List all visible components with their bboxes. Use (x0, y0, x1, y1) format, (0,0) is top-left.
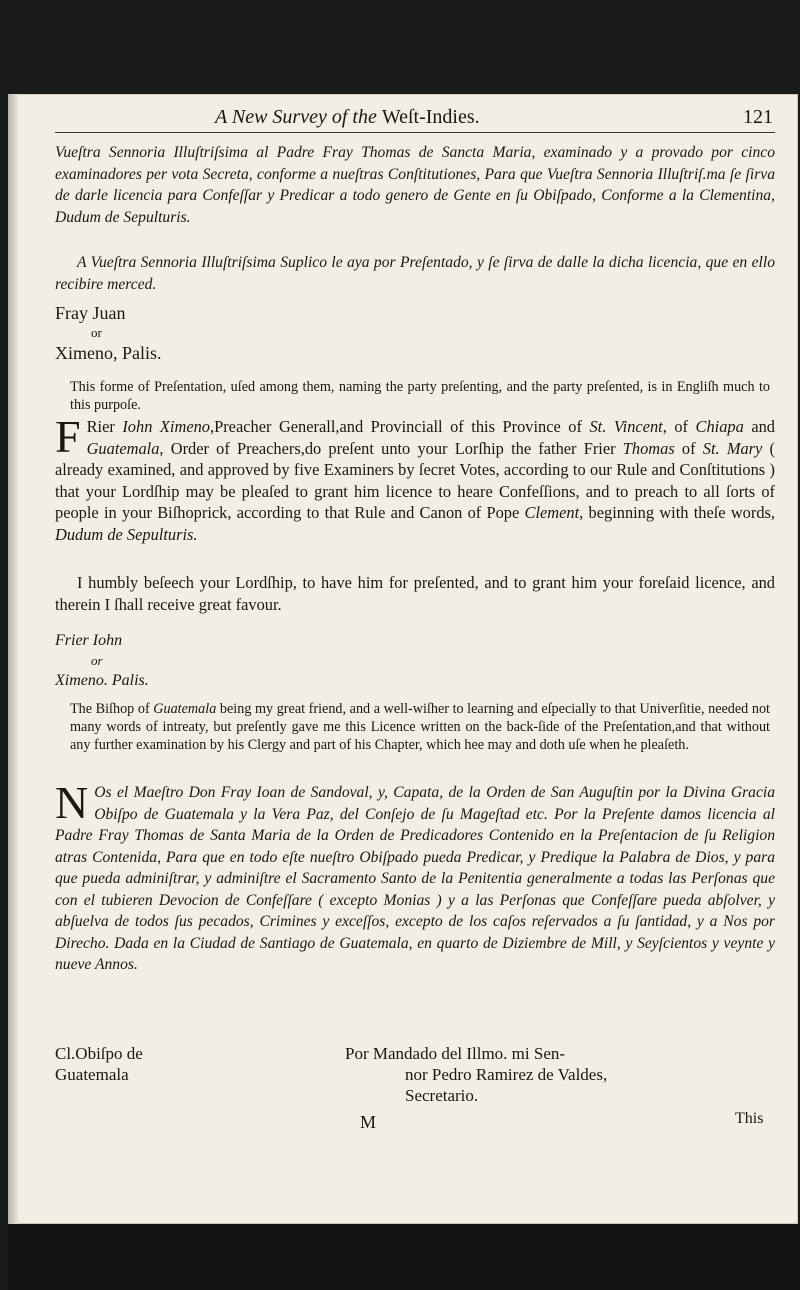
eng-text: Preacher Generall,and Provinciall of this Province of (214, 417, 590, 436)
translation-note: This forme of Preſentation, uſed among them, naming the party preſenting, and the party preſented, is in Engliſh much to this purpoſe. (70, 379, 770, 413)
running-title-roman: Weſt-Indies. (381, 106, 480, 128)
eng-text: ( already examined, and approved by five Examiners by ſecret Votes, according to our Rule and Conſtitutions ) that your Lordſhip may be pleaſed to grant him licence to heare Confeſſions, and to preach to all ſorts of people in your Biſhoprick, according to that Rule and Canon of Pope (55, 438, 775, 522)
eng-text: , of (662, 417, 696, 436)
page-gutter (8, 94, 18, 1224)
note-text: The Biſhop of (70, 701, 154, 717)
scan-background (8, 1224, 800, 1290)
secretary-line-1: Por Mandado del Illmo. mi Sen- (345, 1044, 566, 1063)
bishop-signature-line-1: Cl.Obiſpo de (55, 1044, 143, 1063)
running-header (55, 106, 775, 133)
eng-name: Thomas (622, 438, 675, 458)
secretary-line-2: nor Pedro Ramirez de Valdes, (405, 1065, 608, 1084)
eng-name: Clement (524, 503, 580, 522)
signature-or-1: or (91, 325, 102, 340)
signature-mark: M (360, 1112, 377, 1132)
spanish-supplication-paragraph: A Vueſtra Sennoria Illuſtriſsima Suplico le aya por Preſentado, y ſe ſirva de dalle la dicha licencia, que en ello recibire merced. (55, 254, 775, 293)
running-title (215, 106, 480, 129)
spanish-license-paragraph (55, 777, 775, 976)
eng-name: St. Mary (702, 438, 763, 458)
signature-name-2: Ximeno. Palis. (55, 672, 149, 689)
eng-text: Order of Preachers,do preſent unto your Lorſhip the father Frier (163, 438, 623, 458)
eng-citation: Dudum de Sepulturis. (55, 524, 198, 544)
drop-cap-f: F (55, 411, 81, 462)
signature-block-2 (55, 630, 775, 692)
note-place: Guatemala (153, 701, 217, 717)
signature-name-1: Frier Iohn (55, 632, 123, 649)
drop-cap-n: N (55, 777, 89, 828)
eng-place: Chiapa (695, 417, 744, 436)
secretary-attestation (345, 1043, 607, 1106)
secretary-line-3: Secretario. (405, 1086, 479, 1105)
eng-text: , beginning with theſe words, (579, 503, 775, 522)
english-translation-paragraph (55, 411, 775, 545)
catchword: This (735, 1110, 764, 1127)
page-number: 121 (743, 106, 773, 128)
signature-name-1: Fray Juan (55, 303, 126, 323)
running-title-italic: A New Survey of the (215, 106, 382, 128)
eng-name: Iohn Ximeno, (122, 417, 215, 436)
spanish-presentation-paragraph: Vueſtra Sennoria Illuſtriſsima al Padre Fray Thomas de Sancta Maria, examinado y a provado por cinco examinadores per vota Secreta, conforme a nueſtras Conſtitutiones, Para que Vueſtra Sennoria Illuſtriſ.ma ſe ſirva de darle licencia para Confeſſar y Predicar a todo genero de Gente en ſu Obiſpado, Conforme a la Clementina, Dudum de Sepulturis. (55, 144, 775, 226)
eng-text: of (674, 438, 703, 458)
note-text: being my great friend, and a well-wiſher to learning and eſpecially to that Univerſitie, needed not many words of intreaty, but preſently gave me this Licence written on the back-ſide of the Preſentation,and that without any further examination by his Clergy and part of his Chapter, which hee may and doth uſe when he pleaſeth. (70, 701, 770, 753)
bishop-signature (55, 1043, 143, 1085)
english-request-paragraph: I humbly beſeech your Lordſhip, to have him for preſented, and to grant him your foreſaid licence, and therein I ſhall receive great favour. (55, 573, 775, 614)
bishop-signature-line-2: Guatemala (55, 1065, 129, 1084)
signature-or-2: or (91, 653, 103, 668)
signature-name-2: Ximeno, Palis. (55, 343, 162, 363)
eng-place: Guatemala, (86, 438, 164, 458)
license-text: Os el Maeſtro Don Fray Ioan de Sandoval, y, Capata, de la Orden de San Auguſtin por la Divina Gracia Obiſpo de Guatemala y la Vera Paz, del Conſejo de ſu Mageſtad etc. Por la Preſente damos licencia al Padre Fray Thomas de Santa Maria de la Orden de Predicadores Contenido en la Preſentacion de ſu Religion atras Contenida, Para que en todo eſte nueſtro Obiſpado pueda Predicar, y Predique la Palabra de Dios, y para que pueda adminiſtrar, y adminiſtre el Sacramento Santo de la Penitentia generalmente a todas las Perſonas que con el tubieren Devocion de Confeſſare ( excepto Monias ) y a las Perſonas que Confeſſare pueda abſolver, y abſuelva de todos ſus pecados, Crimines y exceſſos, excepto de los caſos reſervados a ſu ſantidad, y a Nos por Direcho. Dada en la Ciudad de Santiago de Guatemala, en quarto de Diziembre de Mill, y Seyſcientos y veynte y nueve Annos. (55, 784, 775, 973)
eng-text: Rier (86, 417, 123, 436)
bishop-note (70, 700, 770, 754)
eng-place: St. Vincent (589, 417, 663, 436)
eng-text: and (743, 417, 775, 436)
signature-block-1 (55, 302, 775, 364)
